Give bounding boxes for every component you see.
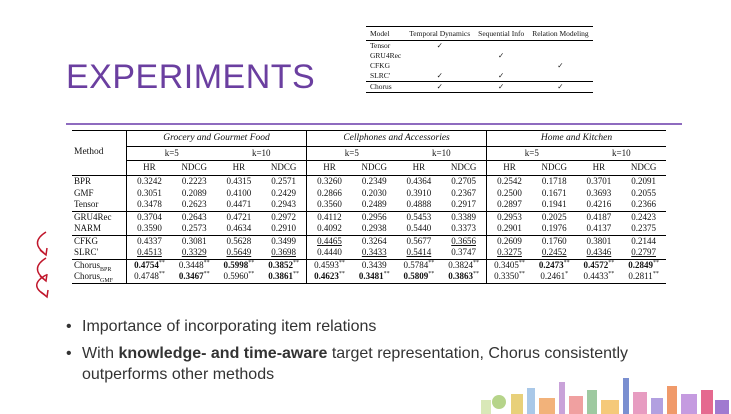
result-cell: 0.3801 — [577, 235, 622, 247]
results-row — [72, 259, 666, 271]
bullet-dot: • — [66, 345, 72, 362]
cmp-model-name: CFKG — [370, 61, 391, 70]
method-name: Tensor — [74, 199, 99, 209]
cmp-check-cell: ✓ — [528, 82, 592, 93]
result-cell: 0.2489 — [361, 199, 387, 209]
result-cell: 0.2500 — [487, 188, 532, 200]
k10-label: k=10 — [577, 147, 666, 161]
cmp-model-name: SLRC' — [370, 71, 391, 80]
result-cell: 0.4137 — [586, 223, 612, 233]
significance-marker: ** — [518, 271, 525, 277]
cmp-check-cell: ✓ — [436, 71, 443, 80]
result-cell: 0.2956 — [352, 211, 397, 223]
result-cell: 0.3704 — [127, 211, 172, 223]
significance-marker: ** — [428, 271, 435, 277]
arrow-3-head — [41, 290, 48, 297]
city-skyline-decoration — [471, 374, 731, 414]
cmp-check-cell — [474, 41, 528, 52]
cmp-check-cell: ✓ — [405, 82, 474, 93]
skyline-dome — [492, 395, 506, 409]
method-name: CFKG — [72, 235, 127, 247]
cmp-header-relation: Relation Modeling — [528, 27, 592, 41]
result-cell: 0.2429 — [271, 187, 296, 198]
result-cell: 0.5628 — [217, 235, 262, 247]
result-cell: 0.2897 — [487, 199, 532, 211]
result-cell: 0.4364 — [406, 176, 432, 186]
arrow-1 — [37, 232, 46, 253]
result-cell: 0.1760 — [532, 235, 577, 247]
result-cell: 0.3910 — [406, 187, 432, 198]
result-cell: 0.2972 — [261, 211, 306, 223]
method-name: GMF — [74, 187, 94, 198]
metric-header: NDCG — [441, 161, 486, 176]
result-cell: 0.3481** — [352, 271, 397, 283]
significance-marker: ** — [158, 259, 165, 266]
result-cell: 0.3389 — [441, 211, 486, 223]
results-row — [72, 176, 666, 188]
significance-marker: ** — [563, 259, 570, 266]
model-comparison-table — [366, 26, 593, 93]
result-cell: 0.4112 — [307, 211, 352, 223]
cmp-header-model: Model — [366, 27, 405, 41]
cmp-model-name: GRU4Rec — [370, 51, 402, 60]
result-cell: 0.3242 — [127, 176, 172, 188]
result-cell: 0.4623** — [307, 271, 352, 283]
result-cell: 0.2349 — [361, 176, 387, 186]
significance-marker: ** — [292, 259, 299, 266]
skyline-building — [715, 400, 729, 414]
results-row — [72, 199, 666, 211]
result-cell: 0.2573 — [181, 223, 207, 233]
significance-marker: ** — [203, 259, 210, 266]
significance-marker: ** — [473, 271, 479, 277]
significance-marker: ** — [383, 271, 390, 277]
result-cell: 0.3861** — [261, 271, 306, 283]
metric-header: NDCG — [532, 161, 577, 176]
method-name: Chorus$_{BPR}$ — [72, 259, 127, 271]
k5-label: k=5 — [307, 147, 397, 161]
result-cell: 0.4315 — [226, 176, 252, 186]
result-cell: 0.2643 — [172, 211, 217, 223]
result-cell: 0.2366 — [631, 199, 656, 209]
result-cell: 0.3863** — [441, 271, 486, 283]
skyline-building — [587, 390, 597, 414]
skyline-building — [667, 386, 677, 414]
result-cell: 0.4440 — [307, 247, 352, 259]
significance-marker: ** — [292, 271, 299, 277]
results-row — [72, 271, 666, 283]
bullet-item — [66, 316, 642, 337]
result-cell: 0.2811** — [621, 271, 666, 283]
significance-marker: ** — [338, 259, 345, 266]
bullet-dot: • — [66, 318, 72, 335]
skyline-building — [701, 390, 713, 414]
result-cell: 0.4634 — [226, 223, 252, 233]
result-cell: 0.2705 — [451, 176, 476, 186]
result-cell: 0.5998** — [217, 259, 262, 271]
arrow-1-head — [40, 248, 47, 255]
cmp-check-cell — [528, 51, 592, 61]
cmp-header-temporal: Temporal Dynamics — [405, 27, 474, 41]
result-cell: 0.4748** — [127, 271, 172, 283]
result-cell: 0.5809** — [397, 271, 442, 283]
bullet-keyword: knowledge- and time-aware — [118, 345, 328, 362]
method-name: Chorus$_{GMF}$ — [72, 271, 127, 283]
cmp-row — [366, 41, 593, 52]
results-row — [72, 211, 666, 223]
cmp-row — [366, 71, 593, 82]
result-cell: 0.3693 — [586, 187, 612, 198]
significance-marker: ** — [428, 259, 435, 266]
significance-marker: ** — [608, 259, 615, 266]
cmp-check-cell — [405, 61, 474, 71]
skyline-building — [527, 388, 535, 414]
result-cell: 0.4337 — [127, 235, 172, 247]
significance-marker: ** — [158, 271, 165, 277]
cmp-check-cell — [405, 51, 474, 61]
result-cell: 0.2375 — [631, 223, 656, 233]
skyline-building — [569, 396, 583, 414]
result-cell: 0.3260 — [307, 176, 352, 188]
group-header-grocery: Grocery and Gourmet Food — [127, 131, 307, 147]
skyline-building — [481, 400, 491, 414]
metric-header: HR — [577, 161, 622, 176]
result-cell: 0.4216 — [586, 199, 612, 209]
result-cell: 0.3350** — [487, 271, 532, 283]
result-cell: 0.2091 — [631, 176, 656, 186]
bullet-text: With knowledge- and time-aware target representation, Chorus consistently outperforms other methods — [82, 345, 628, 383]
result-cell: 0.1671 — [541, 187, 567, 198]
result-cell: 0.5960** — [217, 271, 262, 283]
result-cell: 0.4471 — [226, 199, 252, 209]
cmp-check-cell — [528, 41, 592, 52]
significance-marker: ** — [518, 259, 525, 266]
skyline-building — [539, 398, 555, 414]
cmp-check-cell — [528, 71, 592, 82]
result-cell: 0.3081 — [172, 235, 217, 247]
result-cell: 0.5677 — [397, 235, 442, 247]
result-cell: 0.2542 — [487, 176, 532, 188]
result-cell: 0.4092 — [307, 223, 352, 235]
result-cell: 0.2901 — [487, 223, 532, 235]
skyline-building — [601, 400, 619, 414]
significance-marker: * — [565, 271, 569, 277]
significance-marker: ** — [338, 271, 345, 277]
skyline-tower — [559, 382, 565, 414]
result-cell: 0.2452 — [541, 247, 567, 257]
method-name: SLRC' — [74, 247, 99, 257]
result-cell: 0.2055 — [631, 187, 656, 198]
result-cell: 0.2623 — [181, 199, 207, 209]
metric-header: HR — [307, 161, 352, 176]
metric-header: HR — [397, 161, 442, 176]
result-cell: 0.4888 — [406, 199, 432, 209]
metric-header: HR — [487, 161, 532, 176]
result-cell: 0.4346 — [586, 247, 612, 257]
result-cell: 0.5649 — [226, 247, 252, 257]
bullet-text: Importance of incorporating item relations — [82, 318, 377, 335]
cmp-check-cell: ✓ — [474, 82, 528, 93]
result-cell: 0.4187 — [577, 211, 622, 223]
result-cell: 0.2025 — [532, 211, 577, 223]
result-cell: 0.3478 — [127, 199, 172, 211]
significance-marker: ** — [248, 259, 255, 266]
method-name: GRU4Rec — [72, 211, 127, 223]
k5-label: k=5 — [127, 147, 217, 161]
result-cell: 0.2943 — [271, 199, 296, 209]
cmp-model-name: Chorus — [366, 82, 405, 93]
result-cell: 0.5453 — [397, 211, 442, 223]
result-cell: 0.1941 — [541, 199, 567, 209]
result-cell: 0.4465 — [307, 235, 352, 247]
result-cell: 0.3698 — [271, 247, 296, 257]
skyline-building — [681, 394, 697, 414]
method-name: BPR — [74, 176, 92, 186]
result-cell: 0.2473** — [532, 259, 577, 271]
result-cell: 0.5784** — [397, 259, 442, 271]
significance-marker: ** — [652, 259, 659, 266]
significance-marker: ** — [608, 271, 615, 277]
k10-label: k=10 — [397, 147, 487, 161]
result-cell: 0.3433 — [361, 247, 387, 257]
results-table — [72, 130, 666, 284]
result-cell: 0.3448** — [172, 259, 217, 271]
skyline-building — [633, 392, 647, 414]
cmp-check-cell — [474, 61, 528, 71]
result-cell: 0.4572** — [577, 259, 622, 271]
group-header-home: Home and Kitchen — [487, 131, 666, 147]
results-row — [72, 247, 666, 259]
result-cell: 0.2938 — [361, 223, 387, 233]
result-cell: 0.3439 — [352, 259, 397, 271]
group-header-cellphones: Cellphones and Accessories — [307, 131, 487, 147]
result-cell: 0.3656 — [441, 235, 486, 247]
result-cell: 0.4593** — [307, 259, 352, 271]
cmp-row — [366, 51, 593, 61]
skyline-building — [511, 394, 523, 414]
result-cell: 0.2223 — [181, 176, 207, 186]
result-cell: 0.2089 — [181, 187, 207, 198]
result-cell: 0.1718 — [541, 176, 567, 186]
metric-header: NDCG — [261, 161, 306, 176]
cmp-check-cell: ✓ — [436, 41, 443, 50]
result-cell: 0.2571 — [271, 176, 296, 186]
result-cell: 0.2849** — [621, 259, 666, 271]
results-row — [72, 223, 666, 235]
result-cell: 0.3560 — [307, 199, 352, 211]
cmp-model-name: Tensor — [370, 41, 391, 50]
k5-label: k=5 — [487, 147, 577, 161]
results-row — [72, 188, 666, 200]
cmp-header-sequential: Sequential Info — [474, 27, 528, 41]
result-cell: 0.2461* — [532, 271, 577, 283]
result-cell: 0.2917 — [451, 199, 476, 209]
result-cell: 0.4513 — [127, 247, 172, 259]
results-row — [72, 235, 666, 247]
significance-marker: ** — [652, 271, 659, 277]
skyline-building — [651, 398, 663, 414]
result-cell: 0.4433** — [577, 271, 622, 283]
result-cell: 0.2367 — [451, 187, 476, 198]
cmp-row — [366, 61, 593, 71]
significance-marker: ** — [248, 271, 255, 277]
result-cell: 0.3264 — [352, 235, 397, 247]
result-cell: 0.4754** — [127, 259, 172, 271]
result-cell: 0.3852** — [261, 259, 306, 271]
slide-title: EXPERIMENTS — [66, 58, 316, 96]
result-cell: 0.3405** — [487, 259, 532, 271]
result-cell: 0.1976 — [541, 223, 567, 233]
result-cell: 0.3329 — [181, 247, 207, 257]
result-cell: 0.2030 — [361, 187, 387, 198]
result-cell: 0.5440 — [406, 223, 432, 233]
result-cell: 0.3275 — [487, 247, 532, 259]
result-cell: 0.3701 — [586, 176, 612, 186]
result-cell: 0.2866 — [307, 188, 352, 200]
result-cell: 0.2144 — [621, 235, 666, 247]
significance-marker: ** — [203, 271, 210, 277]
cmp-check-cell: ✓ — [557, 61, 564, 70]
result-cell: 0.2609 — [487, 235, 532, 247]
method-header: Method — [72, 131, 127, 176]
result-cell: 0.3747 — [451, 247, 476, 257]
method-name: NARM — [74, 223, 102, 233]
cmp-check-cell: ✓ — [498, 51, 505, 60]
k10-label: k=10 — [217, 147, 307, 161]
result-cell: 0.2953 — [487, 211, 532, 223]
metric-header: NDCG — [621, 161, 666, 176]
metric-header: HR — [217, 161, 262, 176]
result-cell: 0.3590 — [127, 223, 172, 235]
result-cell: 0.3467** — [172, 271, 217, 283]
significance-marker: ** — [473, 259, 479, 266]
result-cell: 0.3499 — [261, 235, 306, 247]
title-underline — [66, 123, 682, 125]
metric-header: HR — [127, 161, 172, 176]
metric-header: NDCG — [172, 161, 217, 176]
result-cell: 0.4721 — [217, 211, 262, 223]
result-cell: 0.2910 — [271, 223, 296, 233]
result-cell: 0.3051 — [127, 188, 172, 200]
skyline-tower — [623, 378, 629, 414]
result-cell: 0.2797 — [631, 247, 656, 257]
metric-header: NDCG — [352, 161, 397, 176]
result-cell: 0.2423 — [621, 211, 666, 223]
cmp-check-cell: ✓ — [498, 71, 505, 80]
result-cell: 0.5414 — [406, 247, 432, 257]
cmp-row — [366, 82, 593, 93]
result-cell: 0.3824** — [441, 259, 486, 271]
result-cell: 0.4100 — [226, 187, 252, 198]
result-cell: 0.3373 — [451, 223, 476, 233]
